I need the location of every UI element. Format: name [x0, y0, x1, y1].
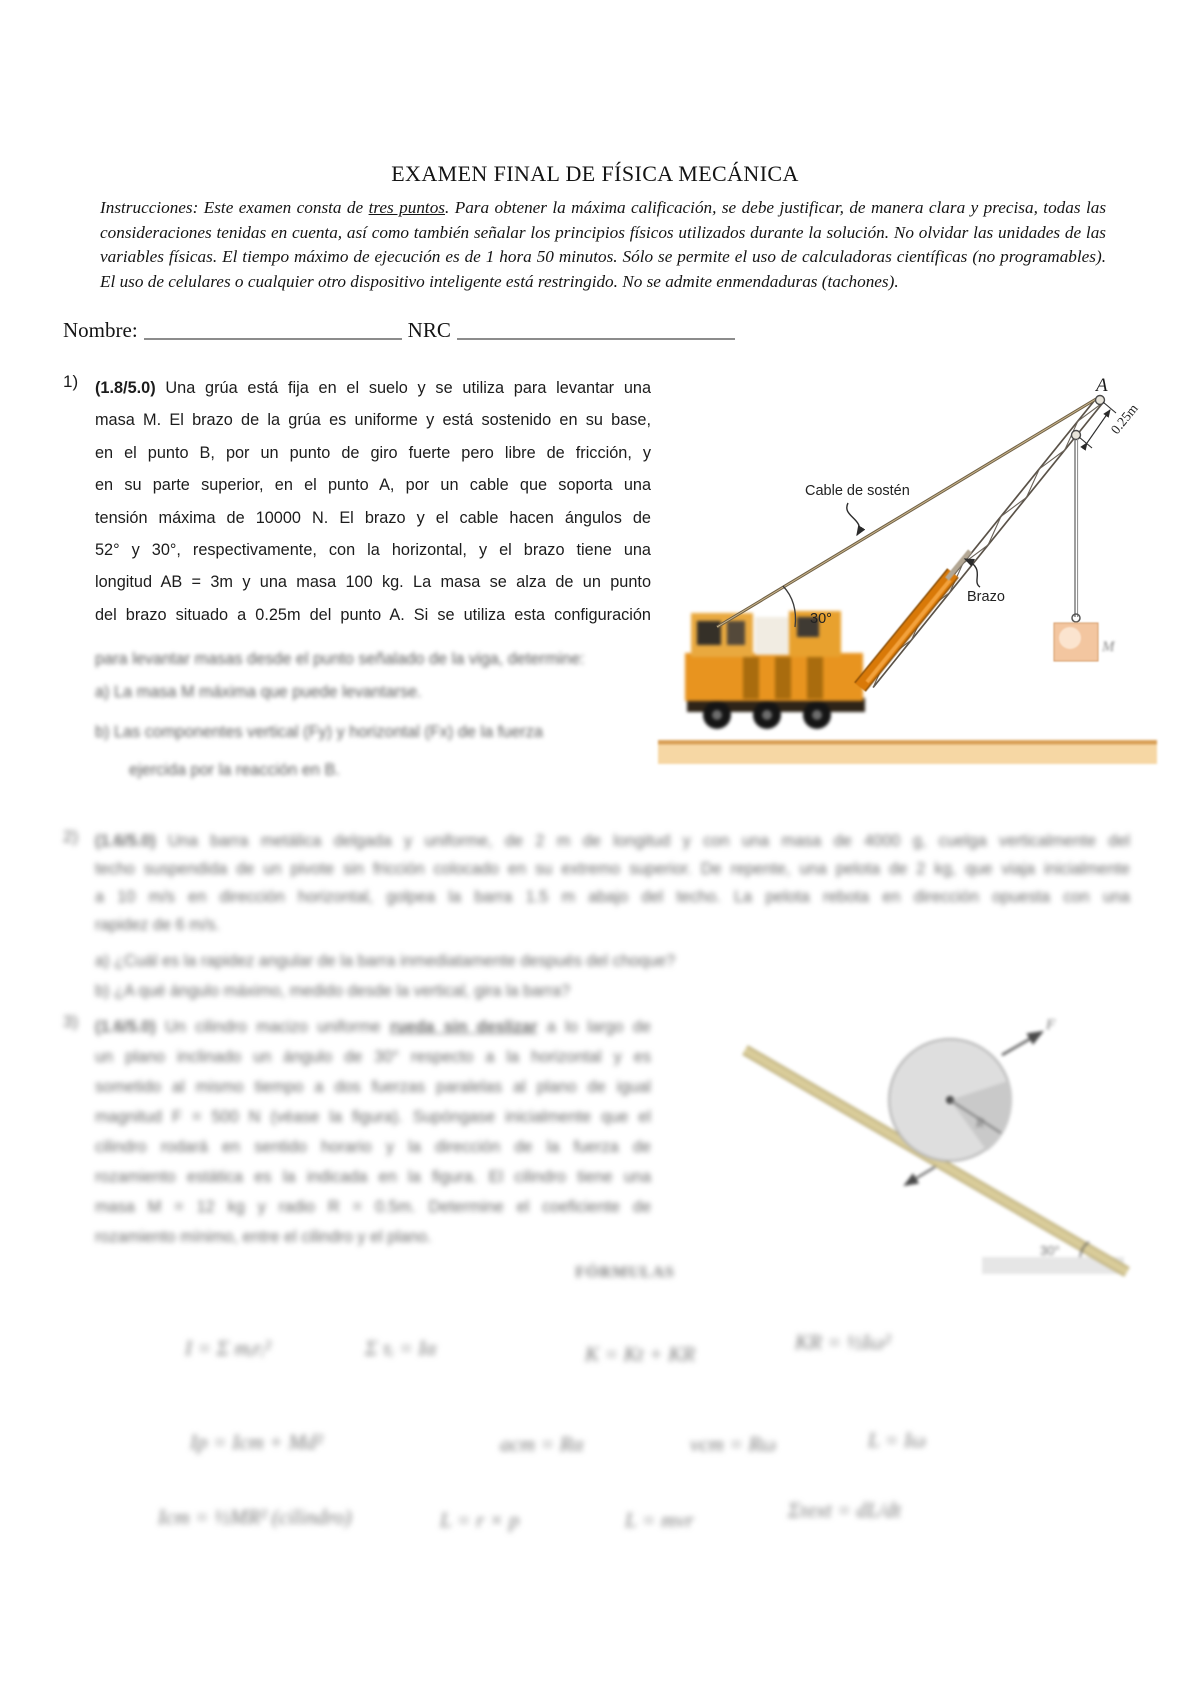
crane-figure — [655, 355, 1160, 770]
name-label: Nombre: — [63, 318, 138, 342]
blurred-item-b: b) Las componentes vertical (Fy) y horizontal (Fx) de la fuerza — [95, 722, 543, 741]
text-line: tensión máxima de 10000 N. El brazo y el cable hacen ángulos de — [95, 508, 651, 527]
formula-item: KR = ½Iω² — [795, 1330, 891, 1354]
blurred-item-b: b) ¿A qué ángulo máximo, medido desde la vertical, gira la barra? — [95, 982, 571, 1000]
boom-label: Brazo — [967, 589, 1005, 605]
blurred-line: para levantar masas desde el punto señalado de la viga, determine: — [95, 650, 585, 669]
friction-arrow — [905, 1167, 935, 1185]
problem-score: (1.6/5.0) — [95, 1018, 156, 1036]
instructions-underlined-phrase: tres puntos — [368, 198, 445, 218]
blurred-line: (1.6/5.0) Un cilindro macizo uniforme rueda sin deslizar a lo largo de — [95, 1018, 651, 1036]
load-block — [1054, 623, 1098, 661]
formula-item: L = r × p — [440, 1508, 520, 1532]
radius-label: R — [976, 1115, 984, 1130]
blurred-line: a 10 m/s en dirección horizontal, golpea la barra 1.5 m abajo del techo. La pelota rebota en dirección opuesta con una — [95, 888, 1130, 906]
blurred-line: rozamiento estática es la indicada en la figura. El cilindro tiene una — [95, 1168, 651, 1186]
text-line: 52° y 30°, respectivamente, con la horizontal, y el brazo tiene una — [95, 540, 651, 559]
blurred-line: magnitud F = 500 N (véase la figura). Supóngase inicialmente que el — [95, 1108, 651, 1126]
hoist-pulley — [1072, 431, 1081, 440]
blurred-line: (1.6/5.0) Una barra metálica delgada y uniforme, de 2 m de longitud y con una masa de 4000 g, cuelga verticalmente del — [95, 832, 1130, 850]
blurred-line: cilindro rodará en sentido horario y la dirección de la fuerza de — [95, 1138, 651, 1156]
problem-number: 1) — [63, 372, 79, 391]
dimension-label: 0.25m — [1107, 400, 1141, 437]
nrc-underline — [457, 338, 735, 340]
support-cable — [717, 399, 1096, 627]
incline-figure — [690, 955, 1160, 1290]
name-nrc-line — [63, 318, 1133, 343]
blurred-line: sometido al mismo tiempo a dos fuerzas paralelas al plano de igual — [95, 1078, 651, 1096]
blurred-line: masa M = 12 kg y radio R = 0.5m. Determine el coeficiente de — [95, 1198, 651, 1216]
formula-item: I = Σ mᵢrᵢ² — [185, 1336, 271, 1360]
angle-label: 30° — [1040, 1243, 1060, 1258]
angle-label: 30° — [810, 611, 832, 627]
formula-item: L = Iω — [868, 1428, 926, 1452]
boom-leader-arrow — [965, 559, 980, 587]
problem-3-text — [95, 1012, 651, 1252]
formula-item: Στext = dL/dt — [788, 1498, 901, 1522]
hydraulic-cylinder — [860, 551, 970, 687]
instructions-rest: . Para obtener la máxima calificación, se debe justificar, de manera clara y precisa, todas las consideraciones tenidas en cuenta, así como también señalar los principios físicos utilizados durante la solución. No olvidar las unidades de las variables físicas. El tiempo máximo de ejecución es de 1 hora 50 minutos. Sólo se permite el uso de calculadoras científicas (no programables). El uso de celulares o cualquier otro dispositivo inteligente está restringido. No se admite enmendaduras (tachones). — [100, 198, 1107, 291]
blurred-item-b-cont: ejercida por la reacción en B. — [129, 761, 340, 780]
force-arrow — [1002, 1032, 1042, 1055]
blurred-line: rozamiento mínimo, entre el cilindro y el plano. — [95, 1228, 432, 1246]
boom-tip-pulley — [1096, 396, 1105, 405]
hoist-cable — [1072, 439, 1080, 622]
blurred-line: techo suspendida de un pivote sin fricción colocado en su extremo superior. De repente, una pelota de 2 kg, que viaja inicialmente — [95, 860, 1130, 878]
cable-label: Cable de sostén — [805, 483, 910, 499]
problem-number: 2) — [63, 827, 79, 846]
crane-truck — [685, 611, 865, 729]
formula-item: Ip = Icm + Md² — [190, 1430, 323, 1454]
problem-number: 3) — [63, 1012, 79, 1031]
name-underline — [144, 338, 402, 340]
problem-score: (1.8/5.0) — [95, 379, 156, 397]
text-line: en el punto B, por un punto de giro fuerte pero libre de fricción, y — [95, 443, 651, 462]
problem-1-text — [95, 372, 651, 787]
formula-item: Icm = ½MR² (cilindro) — [158, 1505, 352, 1529]
blurred-line: rapidez de 6 m/s. — [95, 916, 220, 934]
formula-item: Σ τᵢ = Iα — [365, 1336, 437, 1360]
mass-label: M — [1102, 639, 1115, 655]
text-line: masa M. El brazo de la grúa es uniforme y está sostenido en su base, — [95, 411, 651, 430]
text-line: longitud AB = 3m y una masa 100 kg. La masa se alza de un punto — [95, 573, 651, 592]
instructions-text — [100, 196, 1106, 294]
cable-leader-arrow — [847, 503, 860, 535]
blurred-line: un plano inclinado un ángulo de 30° respecto a la horizontal y es — [95, 1048, 651, 1066]
formula-item: acm = Rα — [500, 1432, 584, 1456]
formula-item: L = mvr — [625, 1508, 694, 1532]
blurred-item-a: a) ¿Cuál es la rapidez angular de la barra inmediatamente después del choque? — [95, 952, 676, 970]
text-line: en su parte superior, en el punto A, por un cable que soporta una — [95, 476, 651, 495]
formula-item: vcm = Rω — [690, 1432, 777, 1456]
instructions-prefix: Instrucciones: Este examen consta de — [100, 198, 369, 218]
force-label: F — [1046, 1017, 1056, 1033]
text-line: (1.8/5.0) Una grúa está fija en el suelo y se utiliza para levantar una — [95, 379, 651, 397]
problem-score: (1.6/5.0) — [95, 832, 156, 850]
ground — [658, 740, 1157, 764]
blurred-item-a: a) La masa M máxima que puede levantarse. — [95, 682, 422, 701]
point-a-label: A — [1096, 375, 1108, 396]
formulas-heading: FÓRMULAS — [575, 1264, 675, 1281]
formula-item: K = Kt + KR — [585, 1342, 696, 1366]
page-title: EXAMEN FINAL DE FÍSICA MECÁNICA — [391, 160, 799, 186]
nrc-label: NRC — [407, 318, 451, 342]
text-line: del brazo situado a 0.25m del punto A. Si se utiliza esta configuración — [95, 605, 651, 624]
truck-body — [685, 653, 863, 701]
